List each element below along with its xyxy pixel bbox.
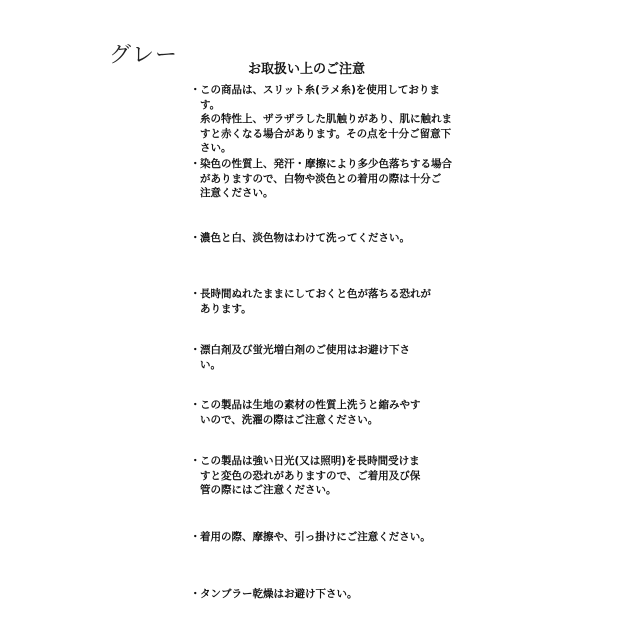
care-item-text: 濃色と白、淡色物はわけて洗ってください。 (200, 232, 410, 244)
care-item-text: この製品は強い日光(又は照明)を長時間受けま すと変色の恐れがありますので、ご着用及び保 管の際にはご注意ください。 (200, 455, 421, 496)
bullet-icon: ・ (190, 84, 201, 96)
care-item-text: タンブラー乾燥はお避け下さい。 (200, 588, 358, 600)
bullet-icon: ・ (190, 158, 201, 170)
care-item-text: 着用の際、摩擦や、引っ掛けにご注意ください。 (200, 531, 431, 543)
bullet-icon: ・ (190, 232, 201, 244)
care-item (190, 231, 452, 246)
care-item (190, 287, 452, 316)
care-item (190, 157, 452, 201)
care-item-text: この製品は生地の素材の性質上洗うと縮みやす いので、洗濯の際はご注意ください。 (200, 399, 421, 426)
bullet-icon: ・ (190, 588, 201, 600)
bullet-icon: ・ (190, 344, 201, 356)
care-item (190, 587, 452, 602)
care-item-text: 長時間ぬれたままにしておくと色が落ちる恐れが あります。 (200, 288, 431, 315)
care-item-text: 漂白剤及び蛍光増白剤のご使用はお避け下さ い。 (200, 344, 410, 371)
care-item (190, 398, 452, 427)
care-instructions-title: お取扱い上のご注意 (248, 62, 366, 77)
bullet-icon: ・ (190, 399, 201, 411)
care-item (190, 83, 452, 156)
care-item (190, 454, 452, 498)
care-item-text: この商品は、スリット糸(ラメ糸)を使用しております。 糸の特性上、ザラザラした肌触りがあり、肌に触れま すと赤くなる場合があります。その点を十分ご留意下 さい。 (200, 84, 452, 154)
bullet-icon: ・ (190, 455, 201, 467)
care-item (190, 530, 452, 545)
care-item (190, 343, 452, 372)
bullet-icon: ・ (190, 288, 201, 300)
color-label: グレー (109, 43, 179, 68)
bullet-icon: ・ (190, 531, 201, 543)
care-item-text: 染色の性質上、発汗・摩擦により多少色落ちする場合 がありますので、白物や淡色との着用の際は十分ご 注意ください。 (200, 158, 452, 199)
